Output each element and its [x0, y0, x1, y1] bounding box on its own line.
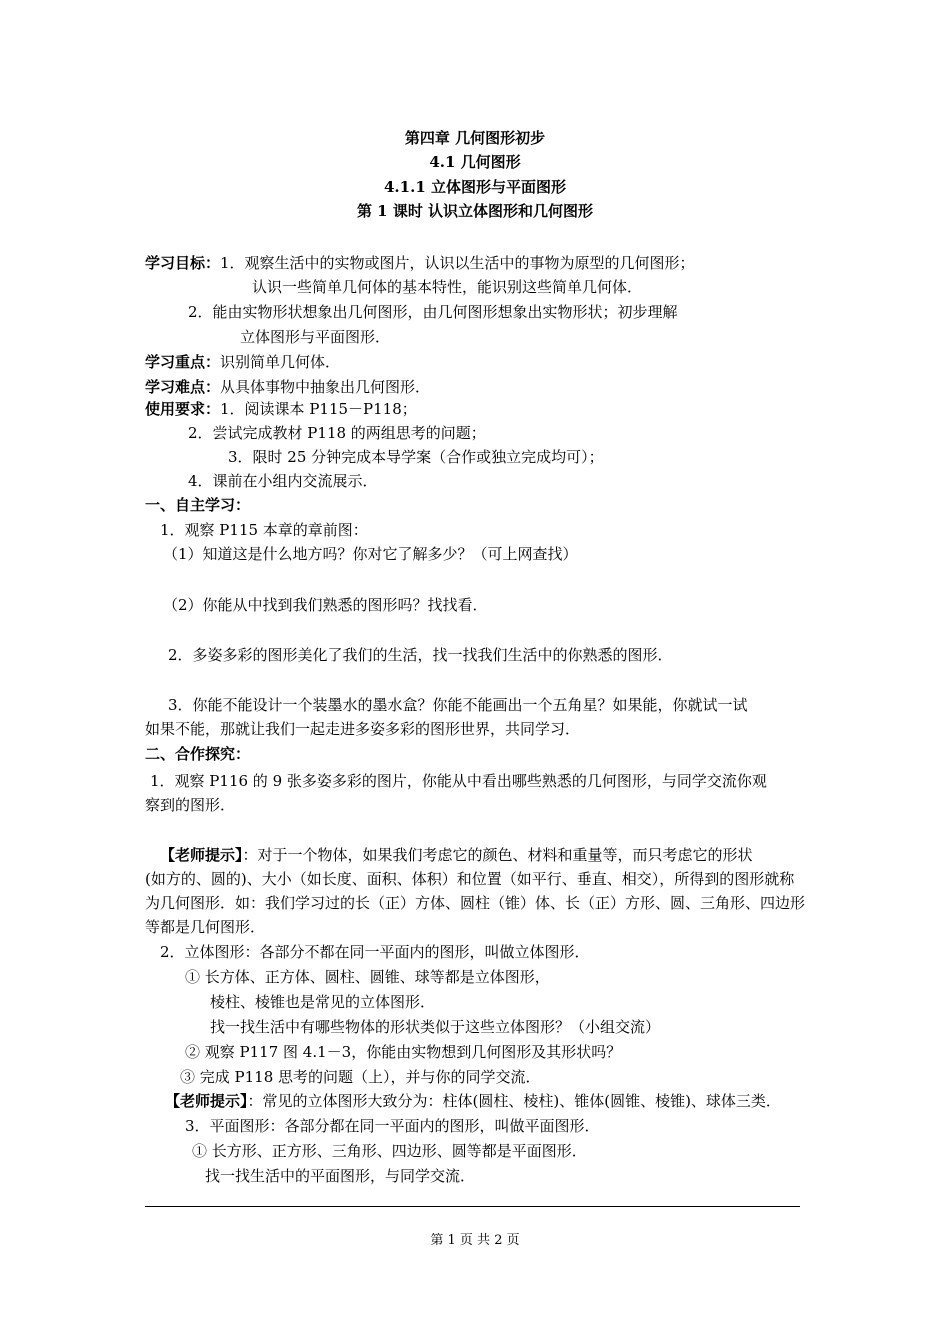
teacher-tip-2-label: 【老师提示】	[165, 1092, 248, 1110]
teacher-tip-1-line2: (如方的、圆的)、大小（如长度、面积、体积）和位置（如平行、垂直、相交），所得到的图形就称	[145, 870, 795, 888]
objective-2-cont: 立体图形与平面图形．	[240, 328, 391, 346]
part2-heading: 二、合作探究：	[145, 745, 251, 763]
part1-heading: 一、自主学习：	[145, 496, 251, 514]
teacher-tip-2-text: ：常见的立体图形大致分为：柱体(圆柱、棱柱)、锥体(圆锥、棱锥)、球体三类．	[247, 1092, 781, 1110]
part1-q1: 1．观察 P115 本章的章前图：	[160, 521, 368, 539]
part2-q3-item1: ① 长方形、正方形、三角形、四边形、圆等都是平面图形．	[192, 1142, 587, 1160]
part2-q3: 3．平面图形：各部分都在同一平面内的图形，叫做平面图形．	[185, 1117, 600, 1135]
requirements-label: 使用要求：	[145, 400, 221, 418]
part2-q2-item1-line3: 找一找生活中有哪些物体的形状类似于这些立体图形？（小组交流）	[210, 1018, 661, 1036]
objective-1-cont: 认识一些简单几何体的基本特性，能识别这些简单几何体．	[252, 278, 643, 296]
part2-q1-line1: 1．观察 P116 的 9 张多姿多彩的图片，你能从中看出哪些熟悉的几何图形，与同学交流你观	[150, 772, 767, 790]
teacher-tip-1	[160, 844, 753, 866]
part1-q1b: （2）你能从中找到我们熟悉的图形吗？找找看．	[163, 596, 488, 614]
objectives-line-1	[145, 252, 695, 274]
objective-2: 2．能由实物形状想象出几何图形，由几何图形想象出实物形状；初步理解	[188, 303, 678, 321]
teacher-tip-1-text: ：对于一个物体，如果我们考虑它的颜色、材料和重量等，而只考虑它的形状	[242, 846, 753, 864]
part1-q3-line1: 3．你能不能设计一个装墨水的墨水盒？你能不能画出一个五角星？如果能，你就试一试	[168, 696, 748, 714]
key-point-text: 识别简单几何体．	[220, 353, 341, 371]
requirement-1: 1．阅读课本 P115－P118；	[220, 400, 417, 418]
objective-1: 1．观察生活中的实物或图片，认识以生活中的事物为原型的几何图形；	[220, 254, 695, 272]
page-number: 第 1 页 共 2 页	[430, 1233, 520, 1248]
subsection-title: 4.1.1 立体图形与平面图形	[384, 178, 566, 196]
part2-q2: 2．立体图形：各部分不都在同一平面内的图形，叫做立体图形．	[160, 943, 590, 961]
part1-q3-line2: 如果不能，那就让我们一起走进多姿多彩的图形世界，共同学习．	[145, 720, 581, 738]
objectives-label: 学习目标：	[145, 254, 221, 272]
part1-q2: 2．多姿多彩的图形美化了我们的生活，找一找我们生活中的你熟悉的图形．	[168, 646, 673, 664]
chapter-title: 第四章 几何图形初步	[404, 129, 546, 147]
teacher-tip-2	[165, 1090, 781, 1112]
teacher-tip-1-label: 【老师提示】	[160, 846, 243, 864]
part2-q2-item2: ② 观察 P117 图 4.1－3，你能由实物想到几何图形及其形状吗？	[185, 1043, 622, 1061]
part2-q2-item3: ③ 完成 P118 思考的问题（上），并与你的同学交流．	[180, 1068, 541, 1086]
requirement-3: 3．限时 25 分钟完成本导学案（合作或独立完成均可）；	[228, 448, 604, 466]
difficulty-text: 从具体事物中抽象出几何图形．	[220, 378, 431, 396]
part1-q1a: （1）知道这是什么地方吗？你对它了解多少？（可上网查找）	[163, 545, 578, 563]
key-point	[145, 351, 340, 373]
requirement-2: 2．尝试完成教材 P118 的两组思考的问题；	[188, 424, 486, 442]
teacher-tip-1-line4: 等都是几何图形．	[145, 918, 266, 936]
part2-q1-line2: 察到的图形．	[145, 796, 236, 814]
requirement-4: 4．课前在小组内交流展示．	[188, 472, 378, 490]
difficulty-label: 学习难点：	[145, 378, 221, 396]
key-point-label: 学习重点：	[145, 353, 221, 371]
part2-q2-item1-line2: 棱柱、棱锥也是常见的立体图形．	[210, 993, 436, 1011]
requirements	[145, 398, 417, 420]
teacher-tip-1-line3: 为几何图形．如：我们学习过的长（正）方体、圆柱（锥）体、长（正）方形、圆、三角形、四边形	[145, 894, 806, 912]
part2-q3-item1-line2: 找一找生活中的平面图形，与同学交流．	[205, 1167, 476, 1185]
lesson-title: 第 1 课时 认识立体图形和几何图形	[356, 202, 594, 220]
footer-divider	[145, 1206, 800, 1207]
part2-q2-item1: ① 长方体、正方体、圆柱、圆锥、球等都是立体图形，	[185, 968, 550, 986]
difficulty	[145, 376, 430, 398]
section-title: 4.1 几何图形	[429, 153, 521, 171]
